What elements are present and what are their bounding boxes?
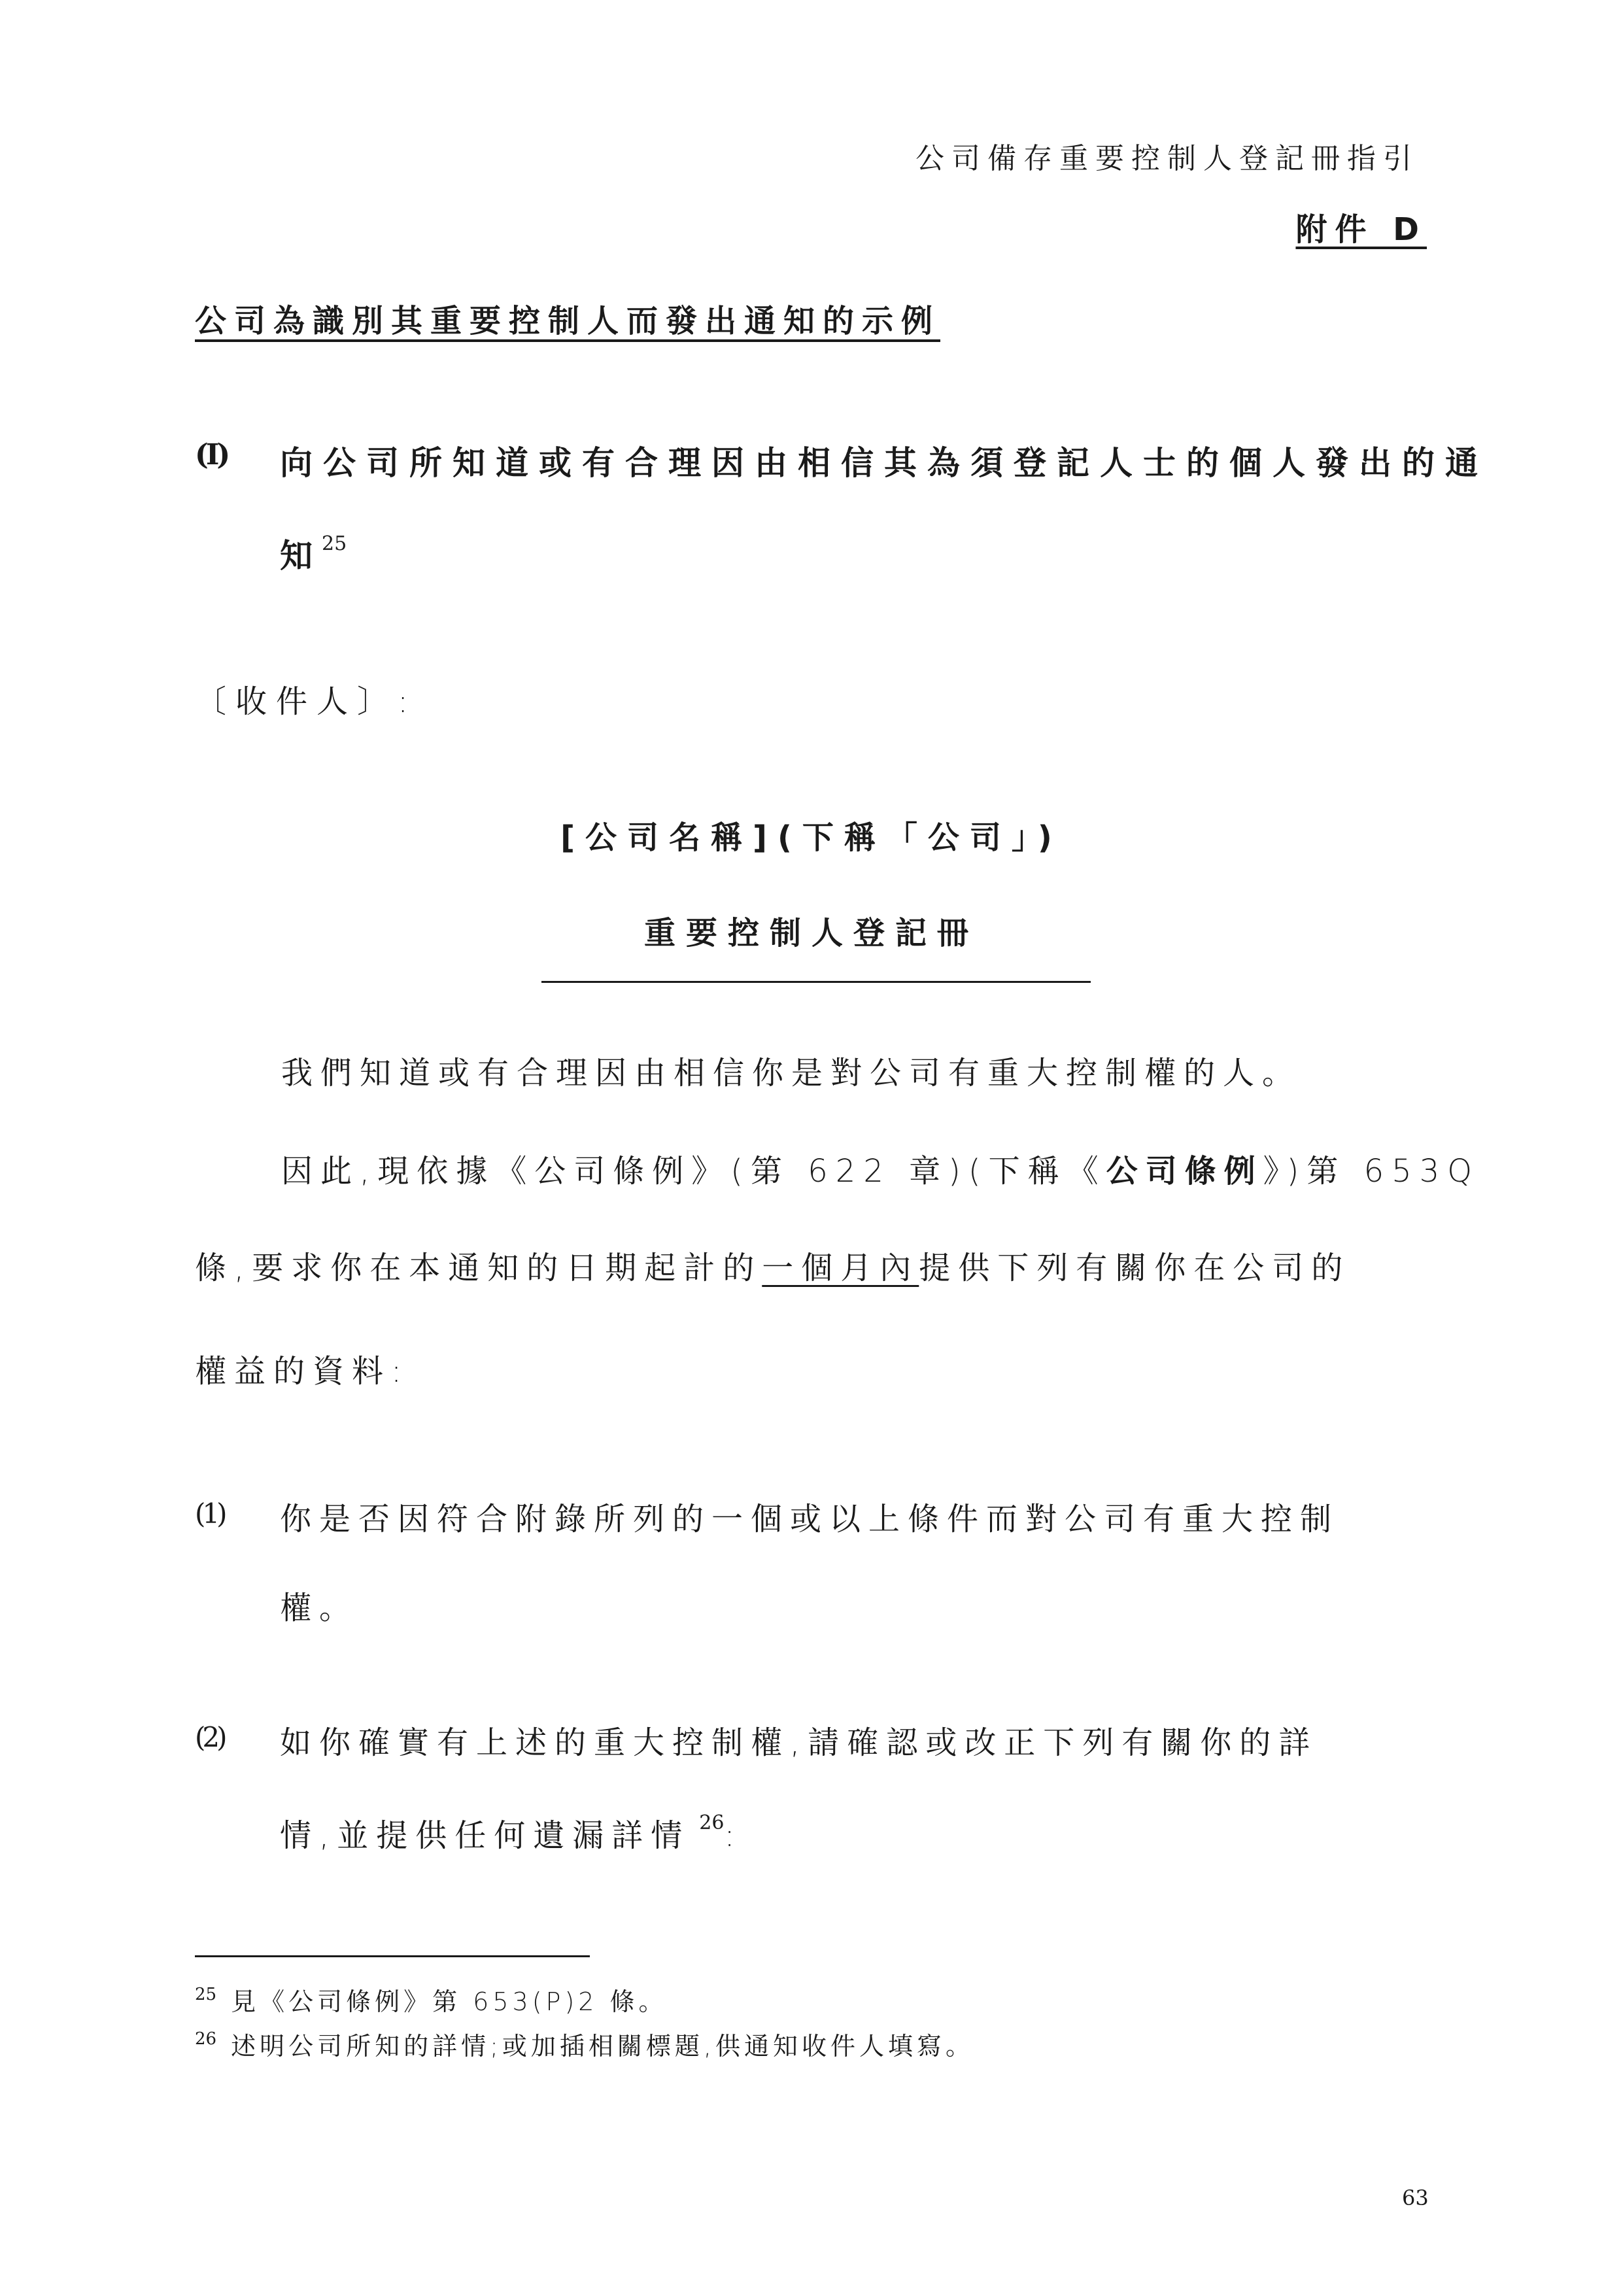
footnote-number: 25	[195, 1985, 217, 2004]
footnote-text: 見《公司條例》第 653(P)2 條。	[231, 1987, 668, 2016]
list-item-2-line-2	[280, 1810, 743, 1855]
title-divider	[541, 981, 1091, 983]
heading-line-2	[280, 530, 347, 577]
body-paragraph-2-line-2	[195, 1242, 1350, 1288]
list-item-1-line-2: 權。	[280, 1590, 359, 1626]
list-item-number-1: (1)	[195, 1498, 224, 1530]
p2-text-b: 》)第 653Q	[1263, 1153, 1480, 1190]
footnote-ref-26[interactable]: 26	[699, 1811, 725, 1834]
body-paragraph-1: 我們知道或有合理因由相信你是對公司有重大控制權的人。	[281, 1055, 1302, 1091]
recipient-line: 〔收件人〕:	[195, 683, 418, 720]
p3-text-b: 提供下列有關你在公司的	[919, 1250, 1351, 1286]
document-header-title: 公司備存重要控制人登記冊指引	[915, 142, 1419, 175]
p2-bold-term: 公司條例	[1106, 1153, 1263, 1190]
footnote-text: 述明公司所知的詳情;或加插相關標題,供通知收件人填寫。	[231, 2032, 974, 2061]
list-item-1-line-1: 你是否因符合附錄所列的一個或以上條件而對公司有重大控制	[280, 1501, 1340, 1537]
page-number: 63	[1402, 2185, 1429, 2210]
body-paragraph-2-line-3: 權益的資料:	[195, 1353, 410, 1390]
footnote-number: 26	[195, 2029, 217, 2049]
p2-text-a: 因此,現依據《公司條例》(第 622 章)(下稱《	[281, 1153, 1106, 1190]
heading-line-2-text: 知	[280, 537, 313, 575]
register-title: 重要控制人登記冊	[643, 915, 979, 951]
list-item-2-colon: :	[724, 1817, 743, 1854]
body-paragraph-2-line-1	[281, 1146, 1480, 1191]
list-item-2-line-2-text: 情,並提供任何遺漏詳情	[280, 1817, 691, 1854]
footnote-divider	[195, 1955, 590, 1957]
p3-text-a: 條,要求你在本通知的日期起計的	[195, 1250, 762, 1286]
annex-label: 附件 D	[1295, 211, 1427, 248]
list-item-2-line-1: 如你確實有上述的重大控制權,請確認或改正下列有關你的詳	[280, 1724, 1318, 1761]
footnote-26	[195, 2026, 974, 2062]
footnote-25	[195, 1981, 668, 2017]
heading-line-1: 向公司所知道或有合理因由相信其為須登記人士的個人發出的通	[280, 444, 1488, 482]
section-title: 公司為識別其重要控制人而發出通知的示例	[195, 303, 941, 339]
list-item-number-2: (2)	[195, 1721, 224, 1753]
footnote-ref-25[interactable]: 25	[322, 532, 347, 555]
p3-underlined-deadline: 一個月內	[762, 1250, 919, 1286]
company-name-title: [公司名稱](下稱「公司」)	[560, 819, 1063, 856]
heading-number: (I)	[195, 438, 228, 471]
